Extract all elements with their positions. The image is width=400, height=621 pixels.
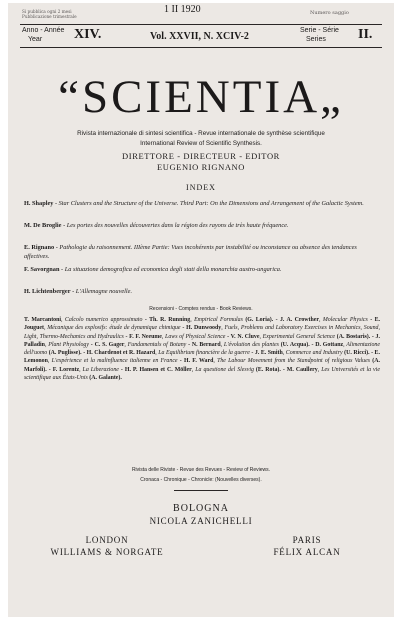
- series-label: Series: [306, 36, 326, 43]
- review-author: - N. Bernard: [188, 341, 221, 348]
- divider-rule: [174, 490, 228, 491]
- publisher-name: NICOLA ZANICHELLI: [149, 516, 253, 526]
- review-title: , Plant Physiology: [44, 341, 89, 348]
- review-title: , Les Universités et la vie scientifique aux États-Unis: [24, 366, 380, 382]
- review-title: , Laws of Physical Science: [161, 333, 226, 340]
- index-entry-author: H. Lichtenberger: [24, 288, 71, 295]
- index-entry-title: - Star Clusters and the Structure of the Universe. Third Part: On the Dimensions and Arrangement of the Galactic System.: [54, 200, 364, 207]
- header-rule-bottom: [20, 47, 382, 48]
- review-author: (U. Ricci).: [344, 350, 370, 357]
- review-title: , L'évolution des plantes: [220, 341, 279, 348]
- review-author: - E. Lemonon: [24, 350, 380, 365]
- review-title: , La Equilibrium financière de la guerre: [155, 350, 250, 357]
- review-author: - V. N. Cluve: [227, 333, 260, 340]
- review-title: , Calcolo numerico approssimato: [61, 317, 143, 323]
- year-value: XIV.: [74, 27, 102, 42]
- review-author: - H. Chardenot et R. Hazard: [83, 350, 156, 357]
- subtitle-line-1: Rivista internazionale di sintesi scientifica - Revue internationale de synthèse scientifique: [77, 130, 325, 137]
- index-heading: INDEX: [186, 183, 216, 192]
- review-title: , Fundamentals of Botany: [124, 341, 187, 348]
- index-entry-author: M. De Broglie: [24, 222, 62, 229]
- index-entry-title: - Les portes des nouvelles découvertes dans la région des rayons de très haute fréquence.: [63, 222, 289, 229]
- review-title: , Fuels, Problems and Laboratory Exercises in Mechanics, Sound, Light, Thermo-Mechanics and Hydraulics: [24, 325, 380, 340]
- rassegna-line-1: Rivista delle Riviste - Revue des Revues - Review of Reviews.: [131, 467, 271, 473]
- index-entry: [24, 199, 379, 208]
- reviews-heading: Recensioni - Comptes rendus - Book Reviews.: [149, 306, 253, 312]
- review-author: - J. E. Smith: [251, 350, 283, 357]
- numero-saggio: Numero saggio: [310, 10, 349, 16]
- anno-label: Anno - Année: [22, 27, 65, 34]
- index-entry-title: - Pathologie du raisonnement. IIIème Partie: Vues incohérents par instabilité ou inconstance ou absence des tendances affectives.: [24, 244, 357, 261]
- review-title: , La questione del Slesvig: [191, 366, 254, 373]
- review-title: , The Labour Movement from the Standpoint of religious Values: [213, 358, 371, 365]
- paris-publisher: FÉLIX ALCAN: [273, 547, 341, 557]
- review-author: (A. Bostaris).: [336, 333, 371, 340]
- review-title: , La Liberazione: [79, 366, 119, 373]
- issue-date: 1 II 1920: [164, 4, 201, 15]
- index-entry-author: F. Savorgnan: [24, 266, 60, 273]
- index-entry-title: - La situazione demografica ed economica degli stati della monarchia austro-ungarica.: [61, 266, 282, 273]
- london-city: LONDON: [85, 535, 129, 545]
- review-author: (A. Puglisse).: [48, 350, 82, 357]
- index-entry: [24, 287, 379, 296]
- serie-label: Serie - Série: [300, 27, 339, 34]
- review-author: (A. Galante).: [89, 375, 122, 382]
- header-rule-top: [20, 24, 382, 25]
- index-entry: [24, 243, 379, 261]
- review-author: - F. Lorentz: [48, 366, 80, 373]
- review-title: , Commerce and Industry: [282, 350, 343, 357]
- editor-name: EUGENIO RIGNANO: [156, 162, 246, 172]
- review-author: T. Marcantoni: [24, 317, 62, 323]
- review-author: - D. Gottanz: [311, 341, 344, 348]
- year-label: Year: [28, 36, 43, 43]
- review-author: - H. F. Ward: [179, 358, 214, 365]
- review-author: - H. Dunwoody: [182, 325, 222, 332]
- review-author: - Th. R. Running: [144, 317, 191, 323]
- review-author: - C. S. Gager: [90, 341, 125, 348]
- subtitle-line-2: International Review of Scientific Synthesis.: [140, 140, 262, 147]
- reviews-block: [24, 316, 380, 382]
- review-author: - E. Jouguet: [24, 317, 380, 332]
- index-entry: [24, 265, 379, 274]
- review-author: - F. F. Neeume: [125, 333, 162, 340]
- review-author: (E. Rota).: [255, 366, 281, 373]
- series-value: II.: [358, 27, 373, 42]
- review-title: , Molecular Physics: [319, 317, 368, 323]
- london-publisher: WILLIAMS & NORGATE: [50, 547, 164, 557]
- review-title: , Alimentazione dell'uomo: [24, 341, 380, 357]
- top-note-1: Si pubblica ogni 2 mesi: [22, 9, 72, 14]
- rassegna-line-2: Cronaca - Chronique - Chronicle: (Nouvelles diverses).: [140, 477, 262, 483]
- index-entry-title: - L'Allemagne nouvelle.: [72, 288, 133, 295]
- review-title: , L'expérience et la malinfluence italienne en France: [47, 358, 178, 365]
- review-author: (G. Loria).: [245, 317, 274, 323]
- review-author: - J. A. Crowther: [275, 317, 320, 323]
- top-note-2: Pubblicazione trimestrale: [22, 14, 77, 19]
- index-entry: [24, 221, 379, 230]
- publisher-city: BOLOGNA: [173, 503, 229, 514]
- journal-cover: [8, 3, 394, 617]
- paris-city: PARIS: [292, 535, 322, 545]
- review-title: , Experimental General Science: [259, 333, 336, 340]
- review-author: - H. P. Hansen et C. Möller: [120, 366, 192, 373]
- review-author: - M. Caullery: [282, 366, 318, 373]
- staff-roles: DIRETTORE - DIRECTEUR - EDITOR: [122, 151, 280, 161]
- review-author: (A. Marfoli).: [24, 358, 380, 373]
- index-entry-author: E. Rignano: [24, 244, 55, 251]
- index-entry-author: H. Shapley: [24, 200, 54, 207]
- review-title: , Empirical Formulas: [190, 317, 243, 323]
- review-author: (U. Acqua).: [280, 341, 310, 348]
- review-author: - J. Palladin: [24, 333, 380, 348]
- review-title: , Mécanique des explosifs: étude de dynamique chimique: [43, 325, 181, 332]
- volume-number: Vol. XXVII, N. XCIV-2: [150, 31, 249, 42]
- journal-title: “SCIENTIA„: [58, 71, 344, 123]
